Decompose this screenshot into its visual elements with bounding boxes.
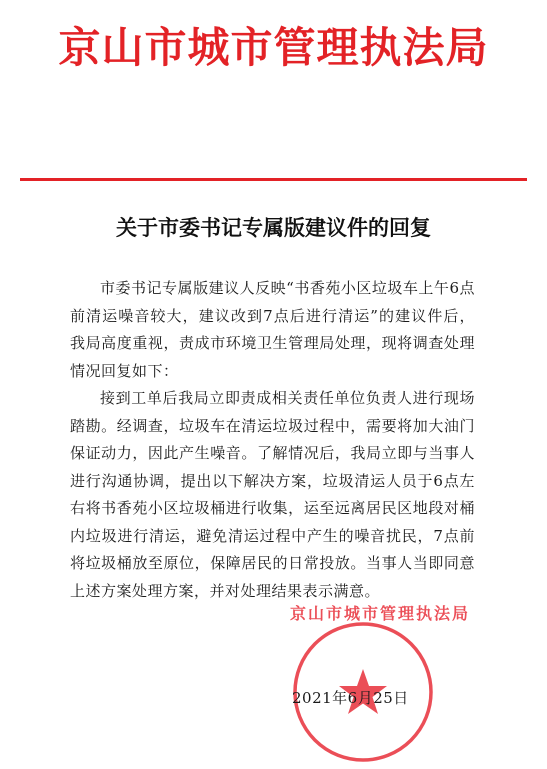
- body-paragraph-2: 接到工单后我局立即责成相关责任单位负责人进行现场踏勘。经调查，垃圾车在清运垃圾过程中，需要将加大油门保证动力，因此产生噪音。了解情况后，我局立即与当事人进行沟通协调，提出以下解决方案，垃圾清运人员于6点左右将书香苑小区垃圾桶进行收集，运至远离居民区地段对桶内垃圾进行清运，避免清运过程中产生的噪音扰民，7点前将垃圾桶放至原位，保障居民的日常投放。当事人当即同意上述方案处理方案，并对处理结果表示满意。: [70, 389, 475, 600]
- document-body: [70, 275, 475, 605]
- agency-letterhead: 京山市城市管理执法局: [58, 23, 489, 72]
- document-date: 2021年6月25日: [292, 689, 409, 707]
- seal-text: 京山市城市管理执法局: [290, 604, 471, 623]
- letterhead-divider: [20, 178, 527, 181]
- document-title: 关于市委书记专属版建议件的回复: [116, 215, 431, 240]
- body-paragraph-1: 市委书记专属版建议人反映“书香苑小区垃圾车上午6点前清运噪音较大，建议改到7点后进行清运”的建议件后，我局高度重视，责成市环境卫生管理局处理，现将调查处理情况回复如下：: [70, 279, 475, 380]
